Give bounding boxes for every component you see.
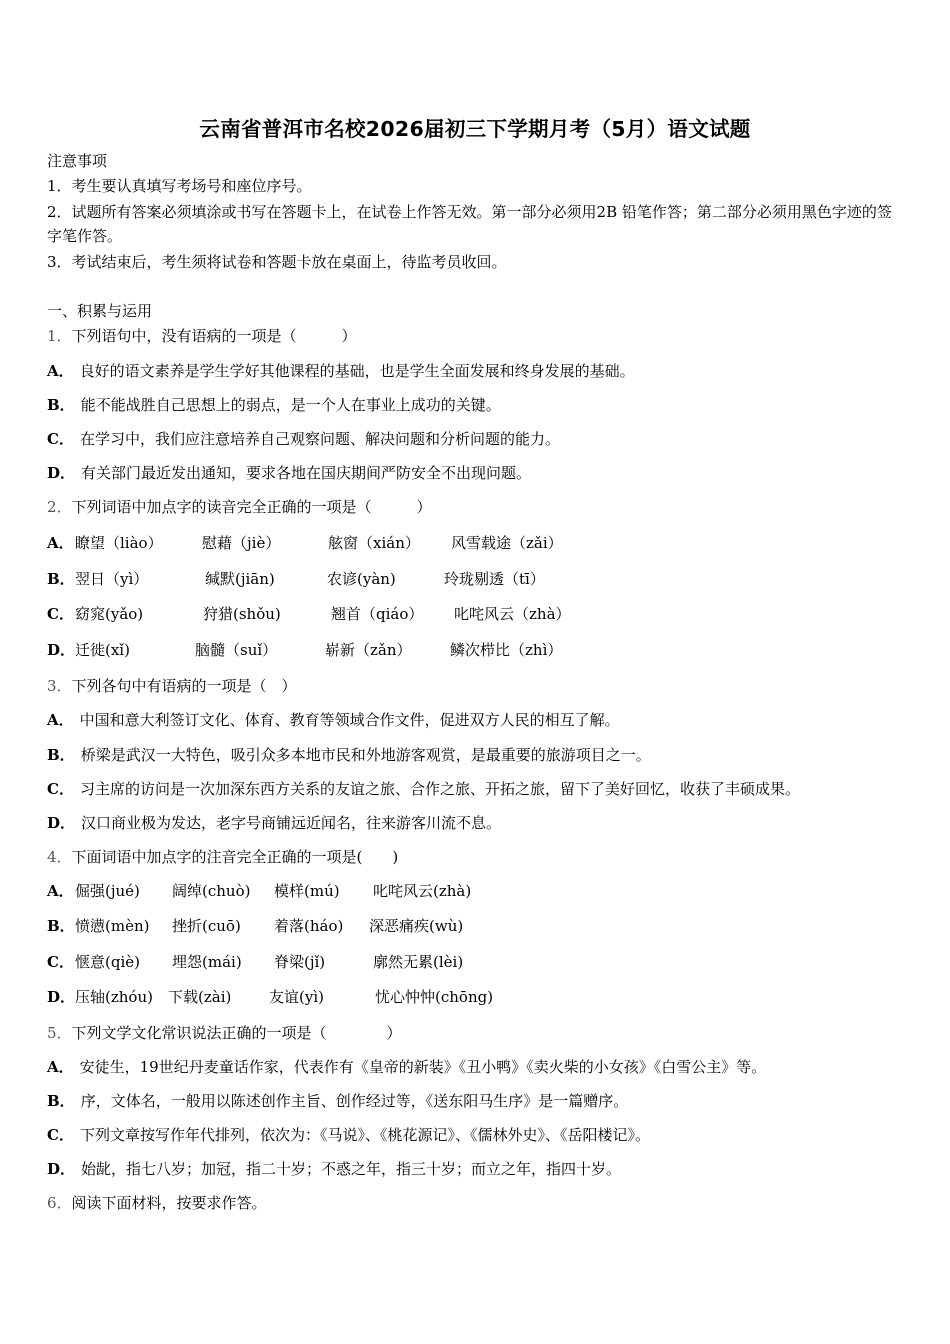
option	[47, 533, 563, 553]
question-number: 6．	[47, 1194, 72, 1212]
option-word: 缄默(jiān)	[205, 570, 275, 588]
question	[47, 326, 357, 346]
option-label: D．	[47, 988, 76, 1006]
option	[47, 429, 560, 449]
section-heading: 一、积累与运用	[47, 302, 153, 320]
option-label: B．	[47, 1092, 75, 1110]
option-word: 慰藉（jiè）	[202, 534, 281, 552]
question	[47, 847, 398, 867]
option-word: 埋怨(mái)	[172, 953, 242, 971]
option	[47, 987, 494, 1007]
option-text: 能不能战胜自己思想上的弱点，是一个人在事业上成功的关键。	[80, 396, 501, 414]
question	[47, 497, 432, 517]
notice-heading: 注意事项	[47, 152, 108, 170]
option-word: 狩猎(shǒu)	[203, 605, 281, 623]
option-word: 玲珑剔透（tī）	[444, 570, 545, 588]
option-label: B．	[47, 396, 75, 414]
option-label: A．	[47, 711, 74, 729]
option-text: 在学习中，我们应注意培养自己观察问题、解决问题和分析问题的能力。	[79, 430, 560, 448]
question	[47, 676, 297, 696]
option-label: C．	[47, 1126, 74, 1144]
option-text: 始龀，指七八岁；加冠，指二十岁；不惑之年，指三十岁；而立之年，指四十岁。	[81, 1160, 622, 1178]
option	[47, 640, 563, 660]
option-word: 脑髓（suǐ）	[195, 641, 278, 659]
option-label: D．	[47, 814, 76, 832]
question-number: 4．	[47, 848, 72, 866]
option	[47, 1091, 628, 1111]
option-word: 叱咤风云（zhà）	[454, 605, 571, 623]
option-label: C．	[47, 780, 74, 798]
option	[47, 813, 501, 833]
option-label: D．	[47, 641, 76, 659]
option	[47, 569, 545, 589]
option-word: 着落(háo)	[274, 917, 344, 935]
option	[47, 1159, 621, 1179]
question-number: 5．	[47, 1024, 72, 1042]
option-word: 挫折(cuō)	[172, 917, 241, 935]
option-text: 安徒生，19世纪丹麦童话作家，代表作有《皇帝的新装》《丑小鸭》《卖火柴的小女孩》《白雪公主》等。	[79, 1058, 767, 1076]
question	[47, 1193, 267, 1213]
option	[47, 361, 635, 381]
option-word: 舷窗（xián）	[328, 534, 420, 552]
option	[47, 952, 464, 972]
option-label: C．	[47, 430, 74, 448]
option-word: 廓然无累(lèi)	[373, 953, 464, 971]
option-word: 迁徙(xǐ)	[75, 641, 130, 659]
option-label: A．	[47, 534, 74, 552]
option	[47, 779, 800, 799]
option-word: 模样(mú)	[274, 882, 340, 900]
option-word: 倔强(jué)	[75, 882, 140, 900]
option-word: 友谊(yì)	[269, 988, 324, 1006]
option-word: 风雪载途（zǎi）	[451, 534, 563, 552]
option-text: 序，文体名，一般用以陈述创作主旨、创作经过等，《送东阳马生序》是一篇赠序。	[80, 1092, 629, 1110]
option-label: B．	[47, 570, 75, 588]
option	[47, 710, 620, 730]
option-word: 深恶痛疾(wù)	[369, 917, 464, 935]
option-word: 脊梁(jǐ)	[274, 953, 326, 971]
option-word: 农谚(yàn)	[327, 570, 396, 588]
option-label: A．	[47, 882, 74, 900]
question-number: 2．	[47, 498, 72, 516]
question-stem: 下列词语中加点字的读音完全正确的一项是（ ）	[71, 498, 432, 516]
option-label: C．	[47, 953, 74, 971]
page-title: 云南省普洱市名校2026届初三下学期月考（5月）语文试题	[199, 117, 751, 141]
option	[47, 916, 464, 936]
option	[47, 395, 501, 415]
option-word: 翌日（yì）	[75, 570, 149, 588]
option	[47, 1057, 766, 1077]
option-word: 鳞次栉比（zhì）	[450, 641, 563, 659]
question-stem: 下列文学文化常识说法正确的一项是（ ）	[71, 1024, 402, 1042]
option-text: 习主席的访问是一次加深东西方关系的友谊之旅、合作之旅、开拓之旅，留下了美好回忆，收获了丰硕成果。	[79, 780, 800, 798]
notice-item: 3．考试结束后，考生须将试卷和答题卡放在桌面上，待监考员收回。	[47, 253, 507, 271]
option-text: 良好的语文素养是学生学好其他课程的基础，也是学生全面发展和终身发展的基础。	[79, 362, 635, 380]
option-label: C．	[47, 605, 74, 623]
option-text: 汉口商业极为发达，老字号商铺远近闻名，往来游客川流不息。	[81, 814, 502, 832]
option-label: D．	[47, 1160, 76, 1178]
question-number: 3．	[47, 677, 72, 695]
question	[47, 1023, 402, 1043]
option-label: B．	[47, 917, 75, 935]
option-text: 有关部门最近发出通知，要求各地在国庆期间严防安全不出现问题。	[81, 464, 532, 482]
option-word: 瞭望（liào）	[75, 534, 163, 552]
notice-item: 1．考生要认真填写考场号和座位序号。	[47, 177, 312, 195]
option-label: A．	[47, 1058, 74, 1076]
option	[47, 604, 571, 624]
option-word: 崭新（zǎn）	[325, 641, 412, 659]
option-word: 压轴(zhóu)	[75, 988, 153, 1006]
question-stem: 阅读下面材料，按要求作答。	[71, 1194, 267, 1212]
question-number: 1．	[47, 327, 72, 345]
option-word: 愤懑(mèn)	[75, 917, 150, 935]
option-word: 翘首（qiáo）	[331, 605, 424, 623]
option-word: 忧心忡忡(chōng)	[375, 988, 494, 1006]
question-stem: 下面词语中加点字的注音完全正确的一项是( )	[71, 848, 399, 866]
option-text: 桥梁是武汉一大特色，吸引众多本地市民和外地游客观赏，是最重要的旅游项目之一。	[80, 746, 651, 764]
question-stem: 下列语句中，没有语病的一项是（ ）	[71, 327, 357, 345]
option	[47, 881, 472, 901]
notice-item: 2．试题所有答案必须填涂或书写在答题卡上，在试卷上作答无效。第一部分必须用2B 铅笔作答；第二部分必须用黑色字迹的签字笔作答。	[47, 203, 892, 245]
option-word: 阔绰(chuò)	[172, 882, 251, 900]
question-stem: 下列各句中有语病的一项是（ ）	[71, 677, 297, 695]
option	[47, 463, 531, 483]
option-label: B．	[47, 746, 75, 764]
option-label: A．	[47, 362, 74, 380]
option-text: 中国和意大利签订文化、体育、教育等领域合作文件，促进双方人民的相互了解。	[79, 711, 620, 729]
option	[47, 1125, 650, 1145]
option-word: 下载(zài)	[168, 988, 232, 1006]
option-text: 下列文章按写作年代排列，依次为：《马说》、《桃花源记》、《儒林外史》、《岳阳楼记》。	[79, 1126, 650, 1144]
option-word: 叱咤风云(zhà)	[373, 882, 472, 900]
option-label: D．	[47, 464, 76, 482]
option-word: 惬意(qiè)	[75, 953, 140, 971]
option	[47, 745, 651, 765]
option-word: 窈窕(yǎo)	[75, 605, 144, 623]
